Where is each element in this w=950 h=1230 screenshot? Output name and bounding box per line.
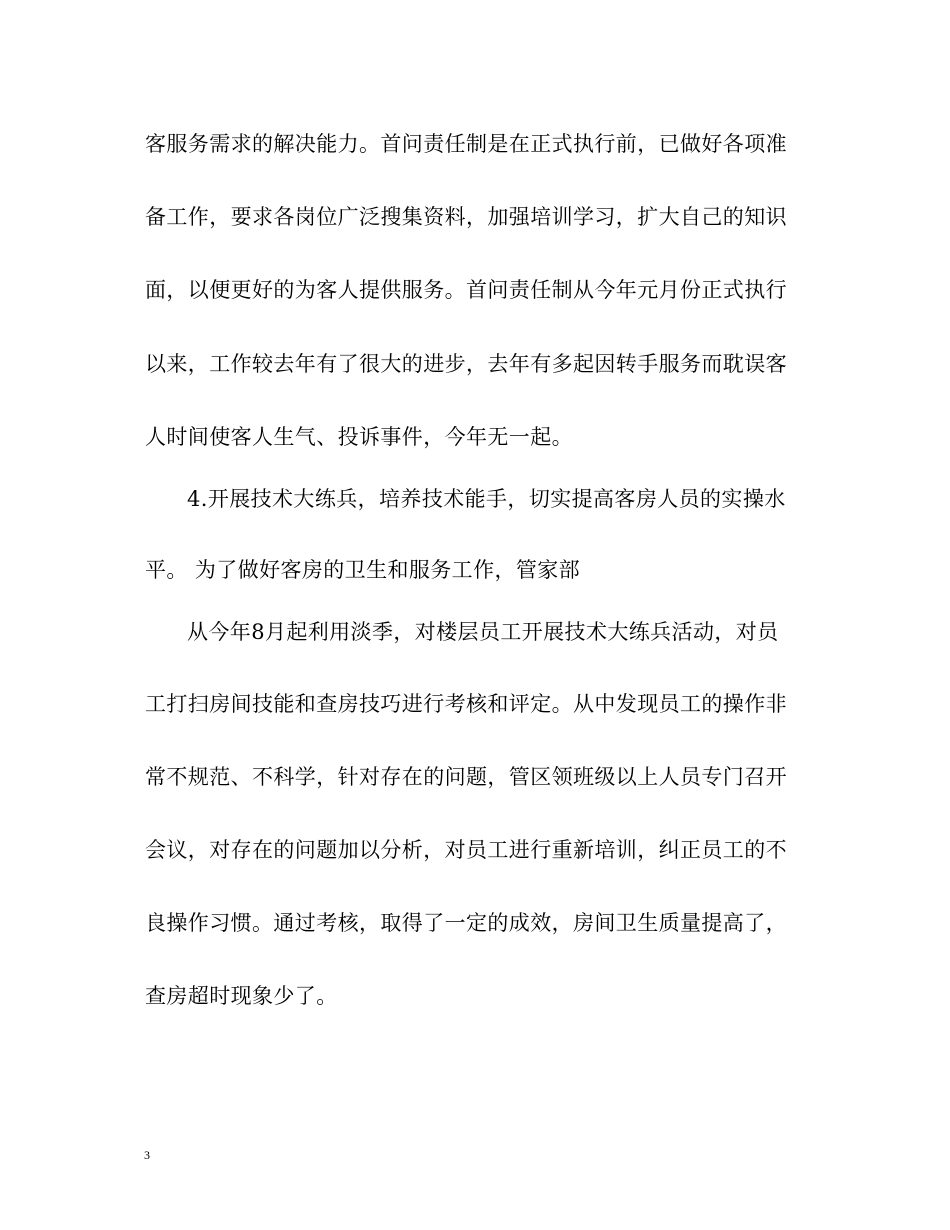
- text-line: 面，以便更好的为客人提供服务。首问责任制从今年元月份正式执行: [145, 278, 787, 302]
- text-line: 备工作，要求各岗位广泛搜集资料，加强培训学习，扩大自己的知识: [145, 205, 787, 229]
- text-line: 良操作习惯。通过考核，取得了一定的成效，房间卫生质量提高了，: [145, 911, 787, 935]
- text-line: 客服务需求的解决能力。首问责任制是在正式执行前，已做好各项准: [145, 132, 787, 156]
- text-line: 常不规范、不科学，针对存在的问题，管区领班级以上人员专门召开: [145, 765, 787, 789]
- text-line: 以来，工作较去年有了很大的进步，去年有多起因转手服务而耽误客: [145, 352, 787, 376]
- text-line: 4.开展技术大练兵，培养技术能手，切实提高客房人员的实操水: [187, 487, 786, 511]
- text-line: 会议，对存在的问题加以分析，对员工进行重新培训，纠正员工的不: [145, 838, 787, 862]
- text-line: 查房超时现象少了。: [145, 984, 338, 1008]
- text-line: 人时间使客人生气、投诉事件，今年无一起。: [145, 425, 573, 449]
- text-line: 工打扫房间技能和查房技巧进行考核和评定。从中发现员工的操作非: [145, 692, 787, 716]
- text-line: 平。 为了做好客房的卫生和服务工作，管家部: [145, 558, 581, 582]
- page-number: 3: [144, 1148, 150, 1162]
- text-line: 从今年8月起利用淡季，对楼层员工开展技术大练兵活动，对员: [187, 620, 779, 644]
